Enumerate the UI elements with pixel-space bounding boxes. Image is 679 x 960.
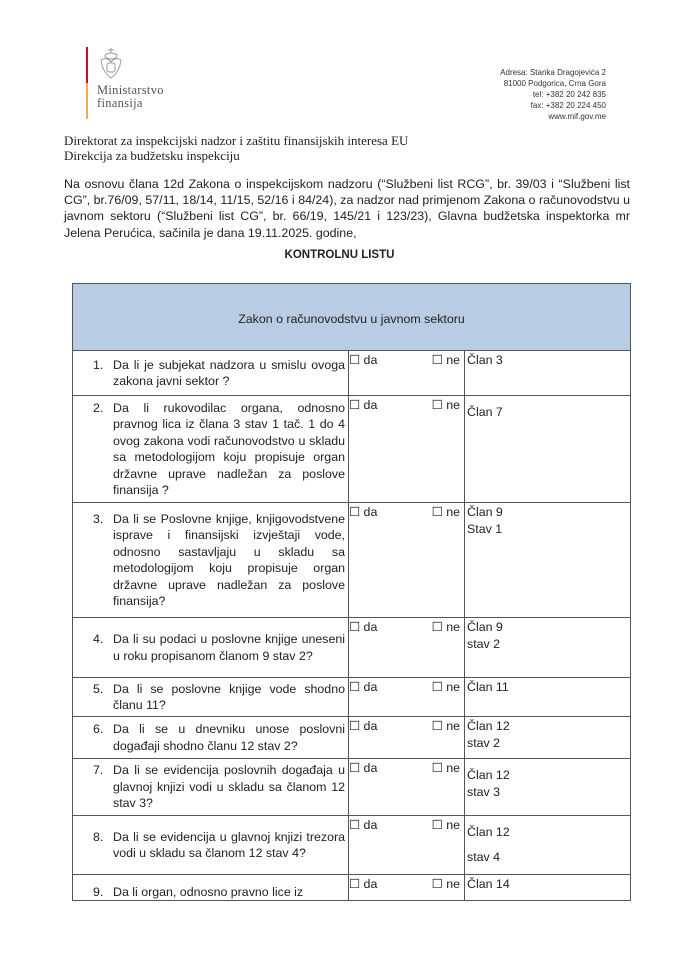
article-text: Član 12 — [467, 719, 510, 733]
table-row — [73, 618, 631, 678]
answer-cell — [349, 618, 465, 678]
article-cell — [465, 678, 631, 717]
stav-text: Stav 1 — [467, 521, 503, 536]
table-row — [73, 717, 631, 759]
directorate-division: Direkcija za budžetsku inspekciju — [64, 148, 240, 163]
article-cell — [465, 759, 631, 816]
article-text: Član 12 — [467, 768, 510, 782]
question-number: 8. — [93, 829, 104, 844]
article-text: Član 7 — [467, 405, 503, 419]
checkbox-ne[interactable]: ☐ ne — [431, 877, 460, 891]
table-row — [73, 759, 631, 816]
document-title: KONTROLNU LISTU — [284, 249, 395, 261]
stav-text: stav 3 — [467, 784, 501, 799]
answer-cell — [349, 717, 465, 759]
question-cell — [73, 351, 349, 396]
checkbox-da[interactable]: ☐ da — [349, 353, 378, 367]
question-cell — [73, 678, 349, 717]
question-text: Da li rukovodilac organa, odnosno pravnog lica iz člana 3 stav 1 tač. 1 do 4 ovog zakona vodi računovodstvo u skladu sa metodologijom koju propisuje organ državne uprave nadležan za poslove finansija ? — [113, 400, 345, 497]
question-number: 5. — [93, 681, 104, 696]
question-cell — [73, 759, 349, 816]
ministry-line2: finansija — [97, 96, 143, 110]
question-text: Da li se poslovne knjige vode shodno članu 11? — [113, 681, 345, 712]
answer-cell — [349, 816, 465, 875]
checkbox-da[interactable]: ☐ da — [349, 398, 378, 412]
checkbox-ne[interactable]: ☐ ne — [431, 680, 460, 694]
article-cell — [465, 618, 631, 678]
address-street: Adresa: Stanka Dragojevića 2 — [500, 68, 606, 77]
article-cell — [465, 717, 631, 759]
stav-text: stav 4 — [467, 849, 501, 864]
article-cell — [465, 875, 631, 901]
table-row — [73, 816, 631, 875]
table-row — [73, 503, 631, 618]
logo-color-bar — [86, 47, 88, 119]
checklist-table — [72, 283, 631, 901]
question-number: 9. — [93, 884, 104, 899]
checkbox-ne[interactable]: ☐ ne — [431, 620, 460, 634]
question-number: 3. — [93, 511, 104, 526]
checkbox-da[interactable]: ☐ da — [349, 818, 378, 832]
ministry-line1: Ministarstvo — [97, 83, 164, 97]
stav-text: stav 2 — [467, 636, 501, 651]
article-text: Član 9 — [467, 505, 503, 519]
checkbox-ne[interactable]: ☐ ne — [431, 818, 460, 832]
question-number: 6. — [93, 722, 104, 736]
answer-cell — [349, 678, 465, 717]
address-fax: fax: +382 20 224 450 — [530, 101, 606, 110]
question-number: 1. — [93, 357, 104, 372]
question-text: Da li organ, odnosno pravno lice iz — [113, 884, 304, 899]
intro-paragraph: Na osnovu člana 12d Zakona o inspekcijskom nadzoru (“Službeni list RCG”, br. 39/03 i “Službeni list CG”, br.76/09, 57/11, 18/14, 11/15, 52/16 i 84/24), za nadzor nad primjenom Zakona o računovodstvu u javnom sektoru (“Službeni list CG”, br. 66/19, 145/21 i 123/23), Glavna budžetska inspektorka mr Jelena Perućica, sačinila je dana 19.11.2025. godine, — [64, 177, 630, 240]
question-text: Da li se evidencija poslovnih događaja u glavnoj knjizi vodi u skladu sa članom 12 stav 3? — [113, 763, 345, 811]
question-cell — [73, 717, 349, 759]
table-row — [73, 396, 631, 503]
article-text: Član 11 — [467, 680, 509, 694]
coat-of-arms-icon — [96, 46, 126, 82]
question-text: Da li se Poslovne knjige, knjigovodstvene isprave i finansijski izvještaji vode, odnosno sastavljaju u skladu sa metodologijom koju propisuje organ državne uprave nadležan za poslove finansija? — [113, 511, 345, 608]
ministry-logo-text — [97, 84, 164, 110]
checkbox-da[interactable]: ☐ da — [349, 877, 378, 891]
answer-cell — [349, 396, 465, 503]
article-text: Član 14 — [467, 877, 510, 891]
question-cell — [73, 618, 349, 678]
question-cell — [73, 396, 349, 503]
question-text: Da li su podaci u poslovne knjige uneseni u roku propisanom članom 9 stav 2? — [113, 632, 345, 663]
question-cell — [73, 875, 349, 901]
address-block — [500, 67, 606, 122]
question-cell — [73, 503, 349, 618]
article-text: Član 12 — [467, 825, 510, 839]
table-header-text: Zakon o računovodstvu u javnom sektoru — [238, 311, 465, 326]
article-cell — [465, 396, 631, 503]
article-cell — [465, 816, 631, 875]
stav-text: stav 2 — [467, 735, 501, 750]
article-cell — [465, 351, 631, 396]
checkbox-da[interactable]: ☐ da — [349, 719, 378, 733]
question-number: 7. — [93, 763, 104, 778]
checkbox-da[interactable]: ☐ da — [349, 505, 378, 519]
answer-cell — [349, 351, 465, 396]
answer-cell — [349, 875, 465, 901]
answer-cell — [349, 759, 465, 816]
question-number: 4. — [93, 632, 104, 646]
checkbox-da[interactable]: ☐ da — [349, 680, 378, 694]
address-phone: tel: +382 20 242 835 — [532, 90, 606, 99]
table-row — [73, 875, 631, 901]
checkbox-ne[interactable]: ☐ ne — [431, 353, 460, 367]
question-text: Da li se u dnevniku unose poslovni događaji shodno članu 12 stav 2? — [113, 722, 345, 753]
article-text: Član 3 — [467, 353, 503, 367]
checkbox-da[interactable]: ☐ da — [349, 761, 378, 775]
table-row — [73, 351, 631, 396]
question-text: Da li je subjekat nadzora u smislu ovoga zakona javni sektor ? — [113, 357, 345, 388]
address-website[interactable]: www.mif.gov.me — [548, 112, 606, 121]
directorate-block — [64, 133, 408, 163]
article-text: Član 9 — [467, 620, 503, 634]
checkbox-ne[interactable]: ☐ ne — [431, 398, 460, 412]
address-city: 81000 Podgorica, Crna Gora — [503, 79, 606, 88]
checkbox-da[interactable]: ☐ da — [349, 620, 378, 634]
checkbox-ne[interactable]: ☐ ne — [431, 719, 460, 733]
question-cell — [73, 816, 349, 875]
checkbox-ne[interactable]: ☐ ne — [431, 505, 460, 519]
checkbox-ne[interactable]: ☐ ne — [431, 761, 460, 775]
article-cell — [465, 503, 631, 618]
answer-cell — [349, 503, 465, 618]
question-number: 2. — [93, 400, 104, 415]
table-header — [73, 284, 631, 351]
table-row — [73, 678, 631, 717]
directorate-name: Direktorat za inspekcijski nadzor i zaštitu finansijskih interesa EU — [64, 133, 409, 148]
question-text: Da li se evidencija u glavnoj knjizi trezora vodi u skladu sa članom 12 stav 4? — [113, 829, 345, 860]
